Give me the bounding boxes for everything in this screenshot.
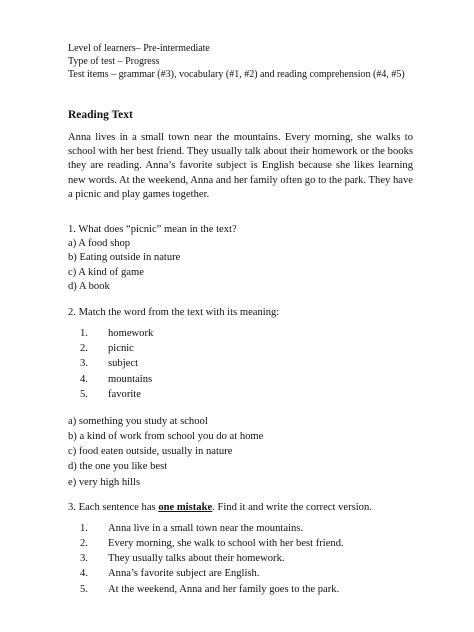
match-word-list <box>68 326 413 402</box>
mistake-sentences-list <box>68 521 413 597</box>
list-item: 1. homework <box>80 327 154 339</box>
definition-d: d) the one you like best <box>68 461 168 473</box>
option-b: b) Eating outside in nature <box>68 252 181 264</box>
definition-c: c) food eaten outside, usually in nature <box>68 446 233 458</box>
definitions-list <box>68 414 413 489</box>
list-item: 2. picnic <box>80 342 134 354</box>
reading-heading: Reading Text <box>68 109 133 121</box>
list-item: 5. At the weekend, Anna and her family goes to the park. <box>80 583 340 595</box>
list-item: 4. Anna’s favorite subject are English. <box>80 568 260 580</box>
option-d: d) A book <box>68 281 110 293</box>
test-type: Type of test – Progress <box>68 56 160 67</box>
list-item: 4. mountains <box>80 373 153 385</box>
emphasis-one-mistake: one mistake <box>158 501 213 513</box>
question-1-options <box>68 237 413 295</box>
test-items: Test items – grammar (#3), vocabulary (#1, #2) and reading comprehension (#4, #5) <box>68 69 405 80</box>
list-item: 2. Every morning, she walk to school with her best friend. <box>80 537 344 549</box>
test-info <box>68 42 413 81</box>
learner-level: Level of learners– Pre-intermediate <box>68 43 210 54</box>
question-2: 2. Match the word from the text with its meaning: <box>68 306 280 318</box>
list-item: 3. They usually talks about their homework. <box>80 553 285 565</box>
definition-b: b) a kind of work from school you do at home <box>68 431 264 443</box>
option-a: a) A food shop <box>68 238 131 250</box>
reading-paragraph: Anna lives in a small town near the mountains. Every morning, she walks to school with her best friend. They usually talk about their homework or the books they are reading. Anna’s favorite subject is English because she likes learning new words. At the weekend, Anna and her family often go to the park. They have a picnic and play games together. <box>68 132 413 200</box>
definition-e: e) very high hills <box>68 476 141 488</box>
list-item: 3. subject <box>80 358 139 370</box>
list-item: 5. favorite <box>80 388 141 400</box>
definition-a: a) something you study at school <box>68 416 208 428</box>
worksheet-page <box>68 42 413 597</box>
option-c: c) A kind of game <box>68 266 144 278</box>
question-1: 1. What does “picnic” mean in the text? <box>68 224 237 236</box>
question-3: 3. Each sentence has one mistake. Find it and write the correct version. <box>68 501 372 513</box>
list-item: 1. Anna live in a small town near the mountains. <box>80 522 304 534</box>
